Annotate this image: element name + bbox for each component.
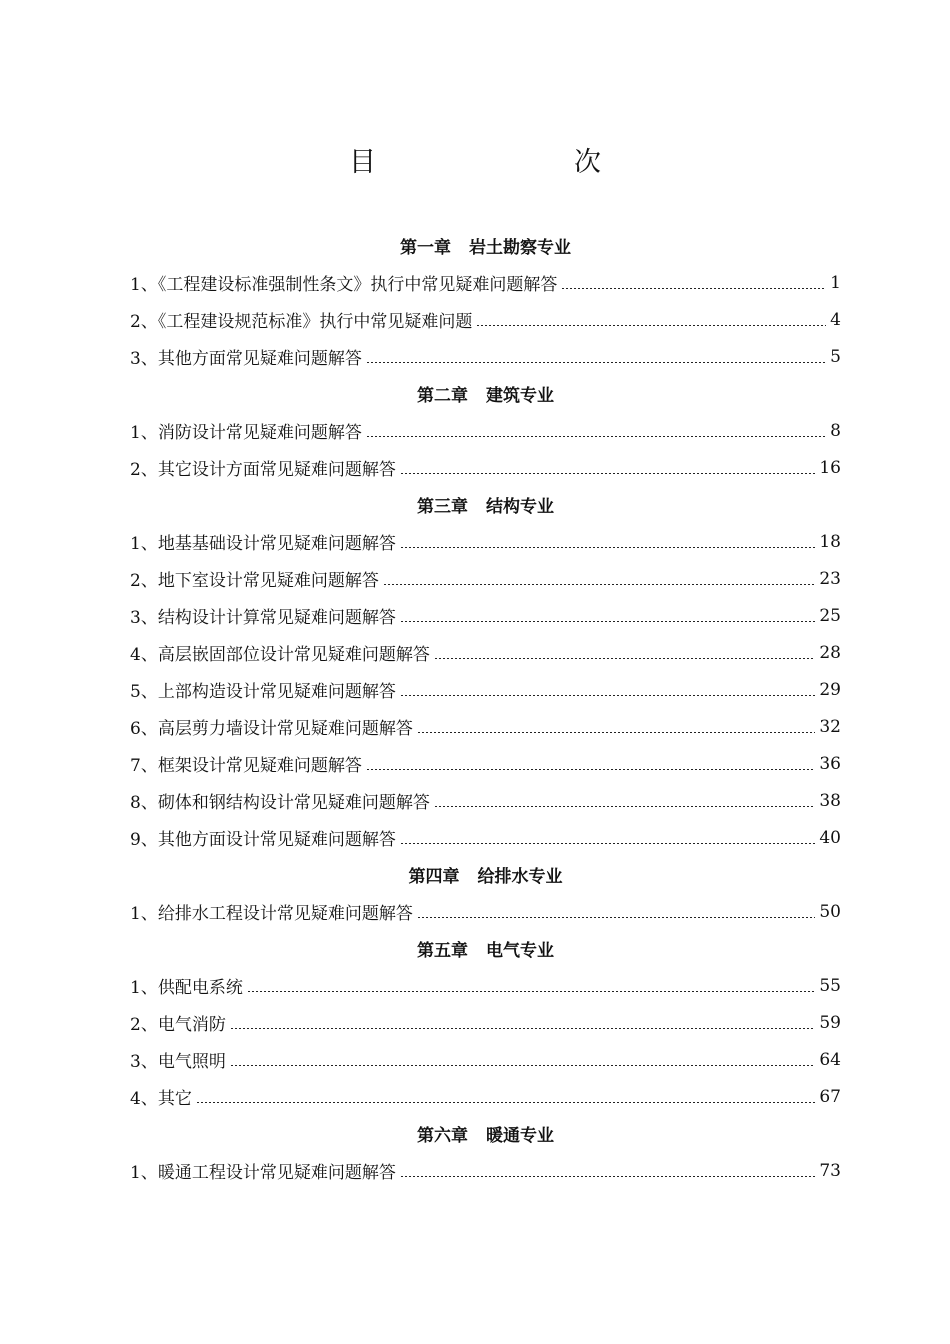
toc-entry-label: 2、电气消防 (130, 1015, 226, 1035)
dot-leader (417, 917, 816, 918)
chapter-heading (130, 856, 841, 893)
toc-entry-label: 5、上部构造设计常见疑难问题解答 (130, 682, 396, 702)
toc-entry[interactable] (130, 560, 841, 597)
toc-page-number: 50 (819, 901, 841, 922)
toc-page-number: 64 (819, 1049, 841, 1070)
dot-leader (400, 473, 816, 474)
toc-page-number: 29 (819, 679, 841, 700)
chapter-number: 第五章 (417, 941, 468, 961)
dot-leader (434, 658, 816, 659)
dot-leader (247, 991, 816, 992)
toc-entry-label: 1、地基基础设计常见疑难问题解答 (130, 534, 396, 554)
toc-page-number: 67 (819, 1086, 841, 1107)
dot-leader (400, 1176, 816, 1177)
dot-leader (383, 584, 816, 585)
dot-leader (400, 843, 816, 844)
toc-entry[interactable] (130, 893, 841, 930)
toc-entry[interactable] (130, 597, 841, 634)
chapter-number: 第二章 (417, 386, 468, 406)
chapter-name: 岩土勘察专业 (469, 238, 571, 258)
toc-page-number: 1 (830, 272, 841, 293)
toc-entry[interactable] (130, 967, 841, 1004)
toc-entry[interactable] (130, 338, 841, 375)
toc-entry-label: 3、其他方面常见疑难问题解答 (130, 349, 362, 369)
toc-page-number: 38 (819, 790, 841, 811)
toc-page-number: 16 (819, 457, 841, 478)
toc-page-number: 4 (830, 309, 841, 330)
toc-entry[interactable] (130, 264, 841, 301)
toc-entry[interactable] (130, 1041, 841, 1078)
toc-entry-label: 1、《工程建设标准强制性条文》执行中常见疑难问题解答 (130, 275, 558, 295)
toc-entry[interactable] (130, 1078, 841, 1115)
toc-entry-label: 1、供配电系统 (130, 978, 243, 998)
toc-entry-label: 8、砌体和钢结构设计常见疑难问题解答 (130, 793, 430, 813)
dot-leader (400, 547, 816, 548)
dot-leader (230, 1028, 816, 1029)
dot-leader (417, 732, 816, 733)
toc-entry[interactable] (130, 412, 841, 449)
chapter-name: 电气专业 (486, 941, 554, 961)
dot-leader (400, 621, 816, 622)
dot-leader (476, 325, 826, 326)
toc-page-number: 25 (819, 605, 841, 626)
dot-leader (400, 695, 816, 696)
toc-entry-label: 2、《工程建设规范标准》执行中常见疑难问题 (130, 312, 473, 332)
toc-entry[interactable] (130, 634, 841, 671)
chapter-heading (130, 375, 841, 412)
toc-entry[interactable] (130, 523, 841, 560)
toc-page-number: 5 (830, 346, 841, 367)
chapter-name: 暖通专业 (486, 1126, 554, 1146)
toc-page-number: 32 (819, 716, 841, 737)
chapter-heading (130, 486, 841, 523)
toc-page-number: 28 (819, 642, 841, 663)
toc-entry[interactable] (130, 1004, 841, 1041)
chapter-name: 建筑专业 (486, 386, 554, 406)
toc-entry-label: 1、给排水工程设计常见疑难问题解答 (130, 904, 413, 924)
toc-entry[interactable] (130, 745, 841, 782)
chapter-number: 第六章 (417, 1126, 468, 1146)
table-of-contents (130, 227, 841, 1189)
dot-leader (196, 1102, 816, 1103)
toc-entry-label: 7、框架设计常见疑难问题解答 (130, 756, 362, 776)
toc-entry-label: 2、地下室设计常见疑难问题解答 (130, 571, 379, 591)
toc-page-number: 73 (819, 1160, 841, 1181)
toc-entry-label: 4、其它 (130, 1089, 192, 1109)
chapter-heading (130, 1115, 841, 1152)
toc-entry-label: 3、电气照明 (130, 1052, 226, 1072)
dot-leader (434, 806, 816, 807)
dot-leader (366, 769, 816, 770)
toc-page-number: 40 (819, 827, 841, 848)
toc-entry[interactable] (130, 301, 841, 338)
toc-entry-label: 6、高层剪力墙设计常见疑难问题解答 (130, 719, 413, 739)
toc-entry-label: 3、结构设计计算常见疑难问题解答 (130, 608, 396, 628)
toc-page-number: 8 (830, 420, 841, 441)
toc-page-number: 18 (819, 531, 841, 552)
toc-entry[interactable] (130, 1152, 841, 1189)
dot-leader (561, 288, 826, 289)
toc-entry-label: 1、暖通工程设计常见疑难问题解答 (130, 1163, 396, 1183)
dot-leader (366, 436, 826, 437)
toc-entry[interactable] (130, 671, 841, 708)
toc-entry[interactable] (130, 708, 841, 745)
chapter-number: 第四章 (408, 867, 460, 887)
chapter-heading (130, 227, 841, 264)
toc-entry[interactable] (130, 782, 841, 819)
toc-page-number: 36 (819, 753, 841, 774)
dot-leader (366, 362, 826, 363)
toc-entry-label: 2、其它设计方面常见疑难问题解答 (130, 460, 396, 480)
chapter-number: 第三章 (417, 497, 468, 517)
chapter-name: 结构专业 (486, 497, 554, 517)
toc-page-number: 59 (819, 1012, 841, 1033)
toc-entry[interactable] (130, 449, 841, 486)
toc-page-number: 55 (819, 975, 841, 996)
chapter-number: 第一章 (400, 238, 451, 258)
toc-entry-label: 9、其他方面设计常见疑难问题解答 (130, 830, 396, 850)
toc-entry-label: 1、消防设计常见疑难问题解答 (130, 423, 362, 443)
chapter-heading (130, 930, 841, 967)
chapter-name: 给排水专业 (477, 867, 563, 887)
toc-page-number: 23 (819, 568, 841, 589)
toc-entry-label: 4、高层嵌固部位设计常见疑难问题解答 (130, 645, 430, 665)
dot-leader (230, 1065, 816, 1066)
page-title: 目 次 (349, 147, 649, 178)
toc-entry[interactable] (130, 819, 841, 856)
